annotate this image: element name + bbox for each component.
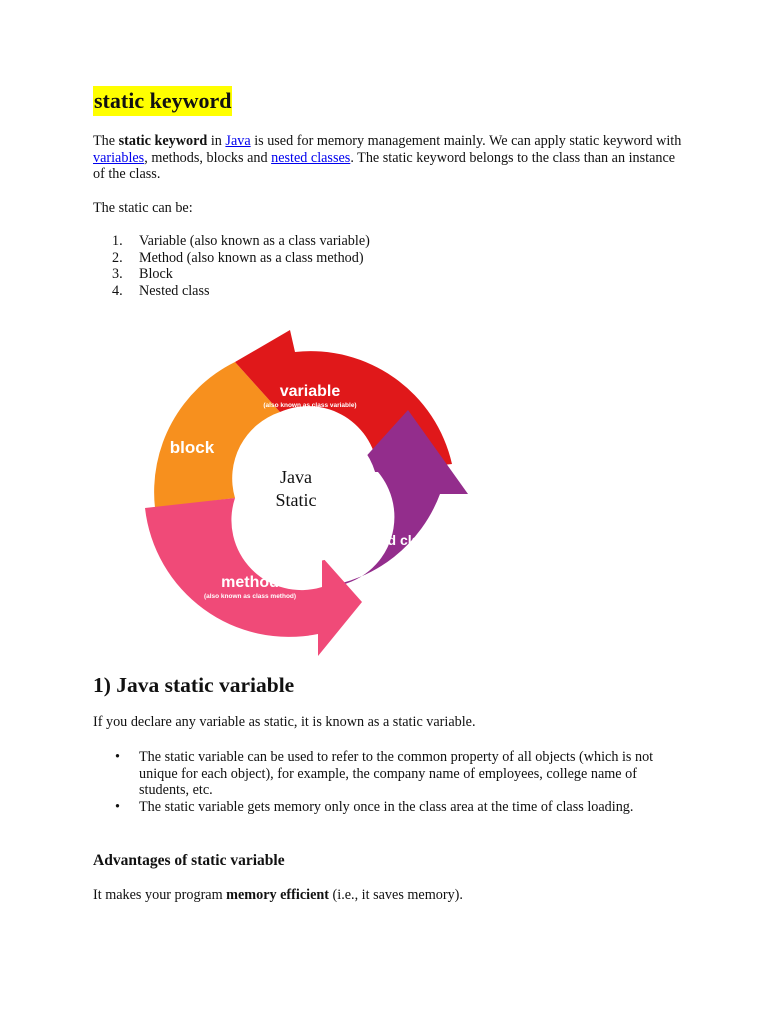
intro-text: , methods, blocks and bbox=[144, 149, 272, 166]
list-number: 1. bbox=[112, 233, 123, 249]
static-can-be-text: The static can be: bbox=[93, 200, 193, 216]
nested-class-label: nested class bbox=[350, 532, 436, 548]
bullet-list bbox=[112, 749, 682, 815]
center-label-static: Static bbox=[275, 490, 317, 510]
java-link[interactable]: Java bbox=[225, 133, 251, 149]
memory-efficient-paragraph bbox=[93, 887, 463, 904]
method-label: method bbox=[221, 574, 279, 591]
intro-text: in bbox=[207, 133, 226, 149]
variables-link[interactable]: variables bbox=[93, 149, 145, 166]
intro-text: . The static keyword belongs to the class than an instance of the class. bbox=[93, 149, 676, 183]
bullet-item bbox=[112, 799, 682, 816]
efficient-text: (i.e., it saves memory). bbox=[328, 887, 463, 903]
list-text: Method (also known as a class method) bbox=[139, 249, 364, 266]
list-number: 3. bbox=[112, 266, 123, 283]
page-title: static keyword bbox=[93, 86, 232, 116]
center-label-java: Java bbox=[280, 467, 312, 487]
efficient-text: It makes your program bbox=[93, 887, 227, 903]
variable-label: variable bbox=[279, 383, 341, 400]
bullet-text: The static variable gets memory only once in the class area at the time of class loading. bbox=[139, 798, 634, 815]
method-sublabel: (also known as class method) bbox=[203, 593, 297, 600]
list-number: 4. bbox=[112, 282, 123, 299]
bullet-text: The static variable can be used to refer to the common property of all objects (which is not unique for each object), for example, the company name of employees, college name of students, etc. bbox=[139, 749, 654, 799]
intro-bold: static keyword bbox=[118, 133, 208, 149]
list-text: Block bbox=[139, 266, 173, 283]
list-item bbox=[112, 250, 370, 267]
section-intro: If you declare any variable as static, it is known as a static variable. bbox=[93, 714, 476, 730]
intro-text: The bbox=[93, 133, 119, 149]
bullet-item bbox=[112, 749, 682, 799]
section-heading: 1) Java static variable bbox=[93, 673, 295, 697]
bullet-dot: • bbox=[115, 798, 120, 815]
bullet-dot: • bbox=[115, 749, 120, 765]
list-text: Variable (also known as a class variable) bbox=[139, 233, 370, 249]
static-types-list bbox=[112, 233, 370, 299]
efficient-bold: memory efficient bbox=[226, 887, 329, 903]
intro-text: is used for memory management mainly. We can apply static keyword with bbox=[250, 133, 682, 149]
list-item bbox=[112, 233, 370, 250]
list-number: 2. bbox=[112, 249, 123, 266]
list-text: Nested class bbox=[139, 282, 210, 299]
java-static-cycle-diagram bbox=[140, 322, 480, 662]
list-item bbox=[112, 283, 370, 300]
nested-classes-link[interactable]: nested classes bbox=[271, 149, 351, 166]
list-item bbox=[112, 266, 370, 283]
variable-sublabel: (also known as class variable) bbox=[263, 402, 357, 409]
advantages-heading: Advantages of static variable bbox=[93, 852, 285, 869]
intro-paragraph bbox=[93, 133, 683, 183]
block-label: block bbox=[169, 438, 215, 457]
